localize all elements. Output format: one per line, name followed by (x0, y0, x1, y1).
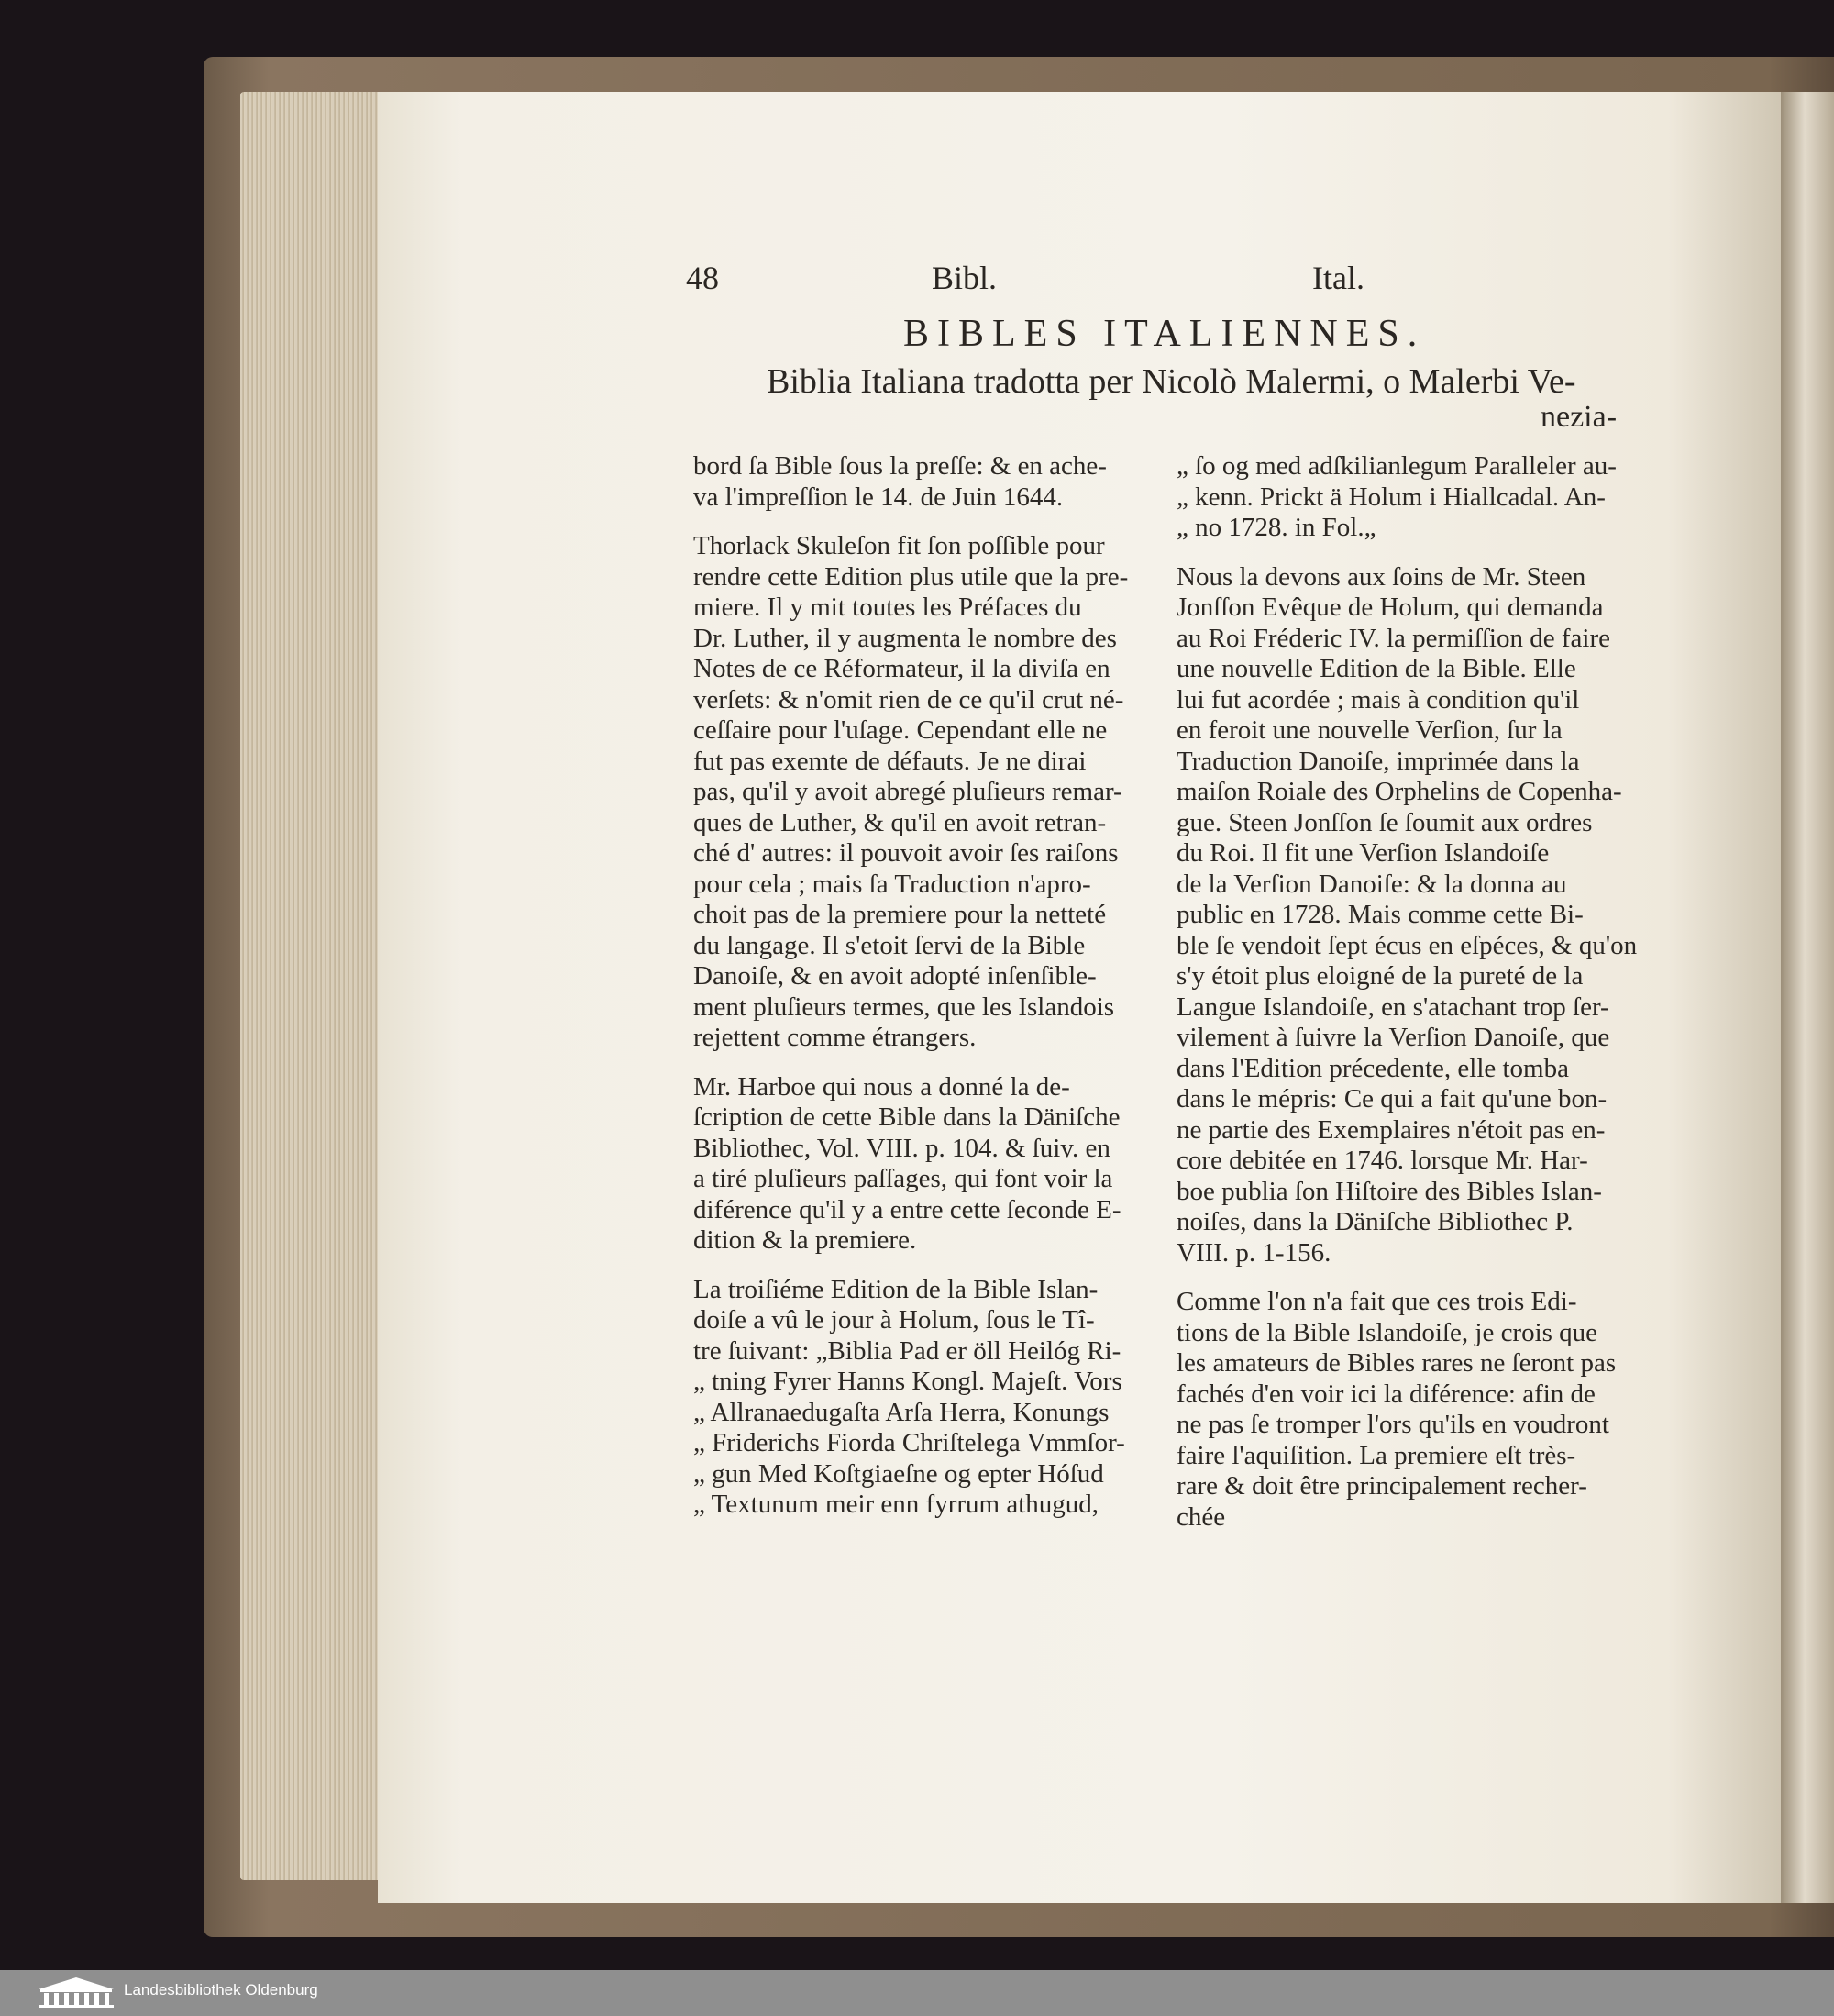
text-line: public en 1728. Mais comme cette Bi- (1177, 900, 1584, 929)
paragraph-gap (1177, 1268, 1630, 1287)
text-line: rejettent comme étrangers. (693, 1023, 977, 1052)
text-line: maiſon Roiale des Orphelins de Copenha- (1177, 777, 1622, 806)
running-head-right: Ital. (1312, 260, 1364, 296)
text-line: rare & doit être principalement recher- (1177, 1471, 1587, 1501)
text-line: Dr. Luther, il y augmenta le nombre des (693, 623, 1117, 653)
text-line: La troiſiéme Edition de la Bible Islan- (693, 1274, 1099, 1304)
text-line: bord ſa Bible ſous la preſſe: & en ache- (693, 451, 1107, 481)
text-line: dition & la premiere. (693, 1225, 917, 1255)
text-line: du langage. Il s'etoit ſervi de la Bible (693, 930, 1086, 960)
text-line: tre ſuivant: „Biblia Pad er öll Heilóg Ri- (693, 1335, 1121, 1366)
text-line: „ ſo og med adſkilianlegum Paralleler au- (1177, 451, 1617, 481)
text-line: pas, qu'il y avoit abregé pluſieurs remar- (693, 777, 1122, 806)
text-line: ble ſe vendoit ſept écus en eſpéces, & qu'on (1177, 930, 1638, 960)
page-number: 48 (686, 260, 719, 296)
text-line: une nouvelle Edition de la Bible. Elle (1177, 654, 1576, 683)
text-line: Comme l'on n'a fait que ces trois Edi- (1177, 1287, 1577, 1316)
text-line: tions de la Bible Islandoiſe, je crois que (1177, 1317, 1598, 1347)
text-line: ment pluſieurs termes, que les Islandois (693, 991, 1115, 1022)
text-line: Thorlack Skuleſon fit ſon poſſible pour (693, 531, 1105, 560)
text-line: „ Friderichs Fiorda Chriſtelega Vmmſor- (693, 1428, 1125, 1457)
page-title: BIBLES ITALIENNES. (903, 313, 1426, 355)
text-line: fachés d'en voir ici la diférence: afin de (1177, 1379, 1596, 1409)
text-line: diférence qu'il y a entre cette ſeconde E- (693, 1194, 1121, 1224)
text-line: en feroit une nouvelle Verſion, ſur la (1177, 715, 1563, 745)
text-line: gue. Steen Jonſſon ſe ſoumit aux ordres (1177, 807, 1593, 837)
text-line: a tiré pluſieurs paſſages, qui font voir la (693, 1164, 1113, 1193)
text-line: core debitée en 1746. lorsque Mr. Har- (1177, 1146, 1588, 1175)
paragraph-gap (693, 513, 1143, 531)
paragraph-gap (693, 1257, 1143, 1275)
text-line: au Roi Fréderic IV. la permiſſion de faire (1177, 623, 1610, 653)
text-line: boe publia ſon Hiſtoire des Bibles Islan- (1177, 1176, 1602, 1206)
text-line: ques de Luther, & qu'il en avoit retran- (693, 807, 1107, 837)
text-line: ne partie des Exemplaires n'étoit pas en- (1177, 1114, 1606, 1145)
text-line: Jonſſon Evêque de Holum, qui demanda (1177, 593, 1604, 622)
text-line: dans le mépris: Ce qui a fait qu'une bon- (1177, 1084, 1608, 1113)
page-edges (240, 92, 378, 1880)
text-line: „ kenn. Prickt ä Holum i Hiallcadal. An- (1177, 482, 1606, 512)
right-text-column (1177, 451, 1638, 1533)
page-subtitle: Biblia Italiana tradotta per Nicolò Malermi, o Malerbi Ve- (767, 362, 1576, 401)
text-line: dans l'Edition précedente, elle tomba (1177, 1053, 1569, 1083)
text-line: ne pas ſe tromper l'ors qu'ils en voudront (1177, 1410, 1609, 1439)
text-line: Mr. Harboe qui nous a donné la de- (693, 1071, 1070, 1102)
text-line: s'y étoit plus eloigné de la pureté de la (1177, 961, 1584, 991)
paragraph-gap (693, 1054, 1143, 1072)
book-gutter (1781, 92, 1834, 1903)
text-line: ceſſaire pour l'uſage. Cependant elle ne (693, 715, 1108, 745)
text-line: „ no 1728. in Fol.„ (1177, 513, 1376, 542)
text-line: les amateurs de Bibles rares ne ſeront pas (1177, 1348, 1617, 1378)
paragraph-gap (1177, 544, 1630, 562)
text-line: Bibliothec, Vol. VIII. p. 104. & ſuiv. en (693, 1133, 1110, 1163)
left-text-column (693, 451, 1143, 1521)
footer-label: Landesbibliothek Oldenburg (124, 1981, 318, 1999)
text-line: Notes de ce Réformateur, il la diviſa en (693, 654, 1110, 683)
text-line: Traduction Danoiſe, imprimée dans la (1177, 746, 1580, 776)
text-line: miere. Il y mit toutes les Préfaces du (693, 593, 1082, 622)
library-building-icon (35, 1975, 117, 2010)
text-line: faire l'aquiſition. La premiere eſt très- (1177, 1440, 1576, 1470)
text-line: Langue Islandoiſe, en s'atachant trop ſer- (1177, 991, 1609, 1022)
text-line: verſets: & n'omit rien de ce qu'il crut né- (693, 684, 1124, 714)
text-line: rendre cette Edition plus utile que la pre- (693, 561, 1129, 592)
text-line: fut pas exemte de défauts. Je ne dirai (693, 746, 1087, 776)
text-line: VIII. p. 1-156. (1177, 1237, 1331, 1268)
text-line: „ gun Med Koſtgiaeſne og epter Hóſud (693, 1458, 1104, 1489)
text-line: ſcription de cette Bible dans la Däniſche (693, 1102, 1121, 1132)
text-line: lui fut acordée ; mais à condition qu'il (1177, 684, 1580, 714)
text-line: noiſes, dans la Däniſche Bibliothec P. (1177, 1207, 1574, 1236)
text-line: „ Allranaedugaſta Arſa Herra, Konungs (693, 1397, 1110, 1427)
text-line: ché d' autres: il pouvoit avoir ſes raiſons (693, 838, 1119, 868)
text-line: du Roi. Il fit une Verſion Islandoiſe (1177, 838, 1550, 868)
text-line: Danoiſe, & en avoit adopté inſenſible- (693, 961, 1097, 991)
text-line: vilement à ſuivre la Verſion Danoiſe, que (1177, 1023, 1610, 1052)
text-line: „ tning Fyrer Hanns Kongl. Majeſt. Vors (693, 1367, 1122, 1396)
text-line: choit pas de la premiere pour la netteté (693, 900, 1107, 929)
text-line: Nous la devons aux ſoins de Mr. Steen (1177, 561, 1586, 592)
text-line: doiſe a vû le jour à Holum, ſous le Tî- (693, 1305, 1095, 1335)
running-head-left: Bibl. (932, 260, 998, 296)
text-line: va l'impreſſion le 14. de Juin 1644. (693, 482, 1064, 512)
page-subtitle-continuation: nezia- (1541, 400, 1618, 434)
text-line: chée (1177, 1501, 1226, 1532)
text-line: pour cela ; mais ſa Traduction n'apro- (693, 869, 1091, 899)
text-line: de la Verſion Danoiſe: & la donna au (1177, 869, 1567, 899)
text-line: „ Textunum meir enn fyrrum athugud, (693, 1490, 1099, 1519)
